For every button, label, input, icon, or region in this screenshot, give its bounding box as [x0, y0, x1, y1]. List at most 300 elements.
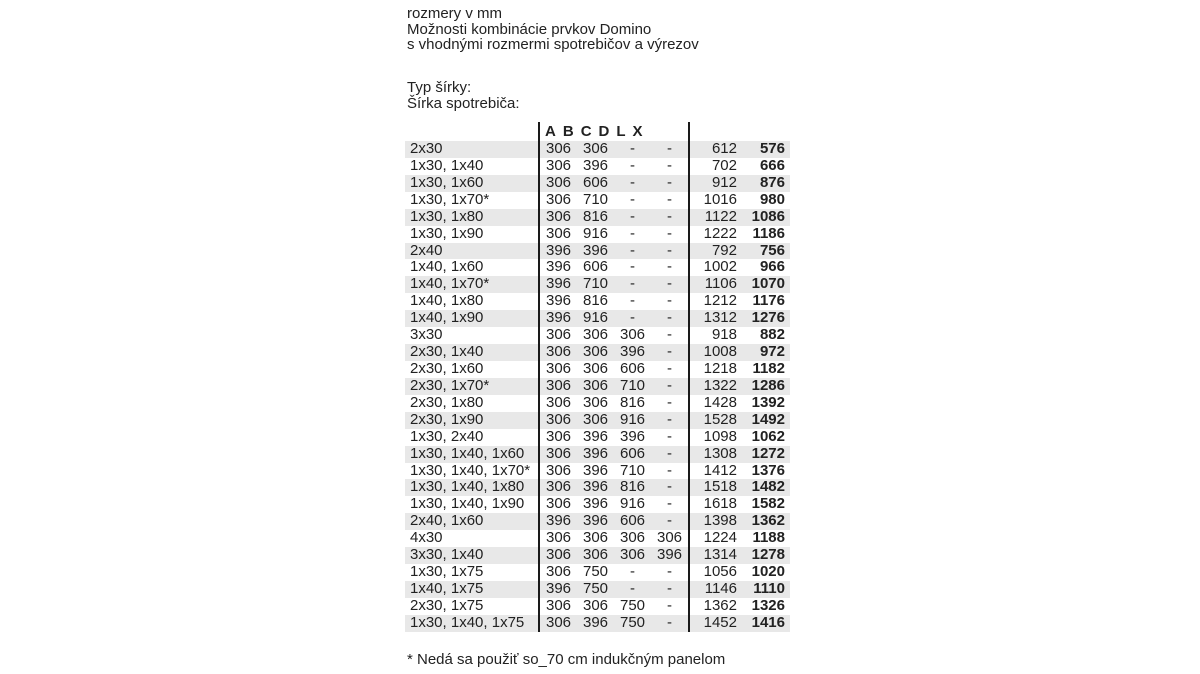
cell-a: 306	[545, 207, 572, 225]
row-values	[538, 395, 688, 412]
cell-d: -	[667, 596, 672, 614]
cell-a: 306	[545, 140, 572, 157]
cell-d: 306	[656, 529, 683, 547]
row-totals	[688, 395, 790, 412]
cell-d: -	[667, 258, 672, 276]
row-label: 1x40, 1x70*	[410, 276, 490, 293]
cell-a: 306	[545, 343, 572, 361]
cell-cutout-width: 1188	[752, 529, 785, 547]
cell-b: 606	[582, 173, 609, 191]
row-totals	[688, 530, 790, 547]
cell-c: 396	[619, 343, 646, 361]
cell-cutout-width: 876	[759, 173, 785, 191]
cell-cutout-width: 1286	[751, 376, 785, 394]
page-title: Možnosti kombinácie prvkov Domino	[407, 20, 652, 38]
cell-c: -	[630, 309, 635, 327]
row-totals	[688, 259, 790, 276]
cell-a: 306	[545, 546, 572, 564]
table-row	[405, 598, 790, 615]
cell-cutout-width: 1086	[751, 207, 785, 225]
cell-cutout-width: 1278	[751, 546, 785, 564]
table-row	[405, 581, 790, 598]
row-label: 1x30, 1x60	[410, 174, 484, 191]
cell-c: -	[630, 241, 635, 259]
cell-b: 306	[582, 343, 609, 361]
cell-a: 306	[545, 596, 572, 614]
cell-cutout-width: 1362	[751, 512, 785, 530]
table-row	[405, 243, 790, 260]
table-row	[405, 463, 790, 480]
cell-c: 916	[619, 410, 646, 428]
cell-b: 816	[582, 207, 609, 225]
cell-a: 306	[545, 529, 572, 547]
cell-total-length: 1314	[703, 546, 737, 564]
row-totals	[688, 412, 790, 429]
cell-c: -	[630, 190, 635, 208]
cell-c: 750	[619, 596, 646, 614]
cell-c: -	[630, 156, 635, 174]
row-totals	[688, 463, 790, 480]
cell-c: 306	[619, 546, 646, 564]
row-label: 2x30, 1x90	[410, 411, 484, 428]
cell-b: 396	[582, 512, 609, 530]
cell-d: -	[667, 156, 672, 174]
cell-b: 750	[582, 579, 609, 597]
column-header-x: X	[632, 122, 643, 140]
cell-b: 306	[582, 359, 609, 377]
table-row	[405, 496, 790, 513]
row-values	[538, 463, 688, 480]
cell-b: 750	[582, 563, 609, 581]
cell-d: 396	[656, 546, 683, 564]
cell-total-length: 1146	[704, 579, 737, 597]
row-totals	[688, 175, 790, 192]
row-totals	[688, 310, 790, 327]
cell-c: 306	[619, 326, 646, 344]
cell-b: 306	[582, 546, 609, 564]
cell-d: -	[667, 241, 672, 259]
table-row	[405, 513, 790, 530]
cell-a: 306	[545, 410, 572, 428]
cell-total-length: 1308	[703, 444, 737, 462]
cell-d: -	[667, 376, 672, 394]
table-row	[405, 226, 790, 243]
cell-cutout-width: 972	[759, 343, 785, 361]
cell-b: 306	[582, 140, 609, 157]
row-values	[538, 615, 688, 632]
cell-cutout-width: 1416	[751, 613, 785, 631]
row-values	[538, 378, 688, 395]
row-values	[538, 158, 688, 175]
row-totals	[688, 192, 790, 209]
row-label: 3x30, 1x40	[410, 547, 484, 564]
row-totals	[688, 547, 790, 564]
cell-cutout-width: 882	[759, 326, 785, 344]
cell-d: -	[667, 292, 672, 310]
table-row	[405, 141, 790, 158]
table-row	[405, 259, 790, 276]
cell-b: 916	[582, 224, 609, 242]
cell-c: 916	[619, 495, 646, 513]
cell-cutout-width: 1070	[751, 275, 785, 293]
row-totals	[688, 327, 790, 344]
cell-a: 306	[545, 461, 572, 479]
row-values	[538, 598, 688, 615]
cell-c: -	[630, 258, 635, 276]
cell-c: -	[630, 207, 635, 225]
table-row	[405, 378, 790, 395]
row-totals	[688, 141, 790, 158]
row-values	[538, 513, 688, 530]
cell-cutout-width: 1020	[751, 563, 785, 581]
header-columns	[538, 122, 688, 141]
cell-total-length: 1428	[703, 393, 737, 411]
row-values	[538, 344, 688, 361]
cell-total-length: 1618	[703, 495, 737, 513]
cell-total-length: 1222	[703, 224, 737, 242]
row-values	[538, 479, 688, 496]
cell-c: -	[630, 140, 635, 157]
cell-d: -	[667, 309, 672, 327]
cell-c: 750	[619, 613, 646, 631]
cell-c: -	[630, 292, 635, 310]
cell-cutout-width: 666	[759, 156, 785, 174]
row-label: 2x40, 1x60	[410, 513, 484, 530]
row-totals	[688, 446, 790, 463]
cell-total-length: 1016	[703, 190, 737, 208]
table-row	[405, 395, 790, 412]
header-right-spacer	[688, 122, 790, 141]
row-label: 1x40, 1x75	[410, 580, 484, 597]
cell-a: 306	[545, 173, 572, 191]
row-values	[538, 310, 688, 327]
row-totals	[688, 598, 790, 615]
row-label: 1x40, 1x90	[410, 310, 484, 327]
cell-d: -	[667, 579, 672, 597]
row-label: 3x30	[410, 327, 443, 344]
row-values	[538, 141, 688, 158]
row-values	[538, 259, 688, 276]
cell-a: 306	[545, 444, 572, 462]
row-totals	[688, 615, 790, 632]
cell-d: -	[667, 461, 672, 479]
row-label: 1x30, 1x40, 1x80	[410, 479, 525, 496]
cell-b: 306	[582, 326, 609, 344]
width-labels	[407, 80, 520, 111]
cell-b: 396	[582, 427, 609, 445]
column-header-c: C	[580, 122, 592, 140]
cell-d: -	[667, 478, 672, 496]
cell-d: -	[667, 140, 672, 157]
cell-c: 710	[619, 461, 646, 479]
row-totals	[688, 344, 790, 361]
column-header-l: L	[616, 122, 626, 140]
cell-b: 816	[582, 292, 609, 310]
row-values	[538, 327, 688, 344]
row-label: 1x30, 1x40, 1x75	[410, 614, 525, 631]
cell-a: 396	[545, 275, 572, 293]
cell-a: 306	[545, 190, 572, 208]
table-row	[405, 192, 790, 209]
cell-a: 396	[545, 241, 572, 259]
row-values	[538, 192, 688, 209]
cell-b: 396	[582, 444, 609, 462]
table-row	[405, 327, 790, 344]
row-label: 1x30, 1x90	[410, 225, 484, 242]
table-row	[405, 446, 790, 463]
row-totals	[688, 209, 790, 226]
cell-a: 396	[545, 309, 572, 327]
cell-b: 916	[582, 309, 609, 327]
row-values	[538, 175, 688, 192]
row-label: 2x40	[410, 242, 443, 259]
row-values	[538, 530, 688, 547]
page-subtitle: s vhodnými rozmermi spotrebičov a výrezov	[407, 36, 699, 53]
cell-a: 306	[545, 393, 572, 411]
cell-b: 396	[582, 478, 609, 496]
table-row	[405, 479, 790, 496]
cell-a: 306	[545, 376, 572, 394]
cell-total-length: 1224	[703, 529, 737, 547]
cell-cutout-width: 576	[759, 140, 785, 157]
row-totals	[688, 158, 790, 175]
row-totals	[688, 429, 790, 446]
row-values	[538, 496, 688, 513]
row-totals	[688, 479, 790, 496]
row-totals	[688, 361, 790, 378]
cell-cutout-width: 1326	[751, 596, 785, 614]
cell-total-length: 1528	[703, 410, 737, 428]
cell-total-length: 1106	[704, 275, 737, 293]
cell-a: 396	[545, 512, 572, 530]
cell-b: 306	[582, 376, 609, 394]
row-label: 1x40, 1x60	[410, 259, 484, 276]
table-row	[405, 175, 790, 192]
row-totals	[688, 496, 790, 513]
cell-d: -	[667, 343, 672, 361]
cell-d: -	[667, 563, 672, 581]
cell-total-length: 1212	[703, 292, 737, 310]
cell-b: 396	[582, 156, 609, 174]
table-row	[405, 615, 790, 632]
row-label: 1x30, 1x40, 1x70*	[410, 462, 531, 479]
cell-c: 606	[619, 444, 646, 462]
cell-total-length: 1412	[703, 461, 737, 479]
cell-b: 396	[582, 461, 609, 479]
row-label: 2x30, 1x60	[410, 360, 484, 377]
cell-d: -	[667, 326, 672, 344]
cell-d: -	[667, 495, 672, 513]
cell-a: 306	[545, 326, 572, 344]
cell-d: -	[667, 224, 672, 242]
table-row	[405, 429, 790, 446]
table-header-row	[405, 122, 790, 141]
cell-d: -	[667, 275, 672, 293]
cell-a: 306	[545, 495, 572, 513]
cell-d: -	[667, 613, 672, 631]
row-label: 1x30, 1x40, 1x90	[410, 496, 525, 513]
cell-total-length: 1452	[703, 613, 737, 631]
column-header-d: D	[598, 122, 610, 140]
cell-a: 306	[545, 478, 572, 496]
cell-cutout-width: 1062	[751, 427, 785, 445]
row-values	[538, 209, 688, 226]
cell-total-length: 1098	[703, 427, 737, 445]
cell-total-length: 1398	[703, 512, 737, 530]
cell-cutout-width: 1376	[751, 461, 785, 479]
appliance-width-label: Šírka spotrebiča:	[407, 94, 520, 112]
row-totals	[688, 293, 790, 310]
cell-a: 306	[545, 613, 572, 631]
cell-cutout-width: 1272	[751, 444, 785, 462]
row-label: 1x30, 1x40, 1x60	[410, 445, 525, 462]
cell-d: -	[667, 393, 672, 411]
cell-total-length: 1056	[703, 563, 737, 581]
dimension-table	[405, 122, 790, 632]
cell-total-length: 1518	[703, 478, 737, 496]
row-label: 1x30, 1x40	[410, 157, 484, 174]
table-row	[405, 412, 790, 429]
row-values	[538, 446, 688, 463]
cell-c: 396	[619, 427, 646, 445]
row-totals	[688, 513, 790, 530]
cell-a: 306	[545, 427, 572, 445]
row-values	[538, 276, 688, 293]
row-values	[538, 547, 688, 564]
cell-a: 396	[545, 258, 572, 276]
cell-a: 306	[545, 156, 572, 174]
cell-total-length: 702	[711, 156, 737, 174]
cell-a: 306	[545, 563, 572, 581]
cell-c: 606	[619, 512, 646, 530]
row-label: 1x30, 1x70*	[410, 191, 490, 208]
row-values	[538, 243, 688, 260]
cell-total-length: 912	[711, 173, 737, 191]
row-totals	[688, 581, 790, 598]
cell-total-length: 918	[711, 326, 737, 344]
cell-total-length: 1002	[703, 258, 737, 276]
cell-d: -	[667, 190, 672, 208]
cell-cutout-width: 966	[759, 258, 785, 276]
cell-d: -	[667, 359, 672, 377]
table-row	[405, 530, 790, 547]
cell-total-length: 1008	[703, 343, 737, 361]
cell-cutout-width: 1492	[751, 410, 785, 428]
row-totals	[688, 276, 790, 293]
cell-total-length: 1218	[703, 359, 737, 377]
row-totals	[688, 226, 790, 243]
row-label: 2x30, 1x80	[410, 394, 484, 411]
row-values	[538, 361, 688, 378]
cell-b: 396	[582, 241, 609, 259]
cell-b: 710	[582, 275, 609, 293]
table-row	[405, 209, 790, 226]
cell-c: -	[630, 579, 635, 597]
cell-a: 396	[545, 292, 572, 310]
table-row	[405, 158, 790, 175]
cell-cutout-width: 1186	[752, 224, 785, 242]
row-label: 1x30, 1x80	[410, 208, 484, 225]
cell-a: 306	[545, 359, 572, 377]
cell-d: -	[667, 512, 672, 530]
row-values	[538, 293, 688, 310]
cell-d: -	[667, 410, 672, 428]
footnote: * Nedá sa použiť so_70 cm indukčným panelom	[407, 651, 726, 668]
cell-b: 306	[582, 410, 609, 428]
cell-cutout-width: 1392	[751, 393, 785, 411]
cell-cutout-width: 756	[759, 241, 785, 259]
cell-b: 710	[582, 190, 609, 208]
row-label: 1x30, 1x75	[410, 564, 484, 581]
row-totals	[688, 564, 790, 581]
row-totals	[688, 378, 790, 395]
table-row	[405, 547, 790, 564]
cell-b: 306	[582, 529, 609, 547]
table-row	[405, 276, 790, 293]
row-label: 2x30, 1x75	[410, 597, 484, 614]
cell-b: 606	[582, 258, 609, 276]
table-row	[405, 293, 790, 310]
cell-c: 816	[619, 393, 646, 411]
row-values	[538, 429, 688, 446]
width-type-label: Typ šírky:	[407, 79, 472, 96]
row-values	[538, 564, 688, 581]
cell-cutout-width: 1182	[752, 359, 785, 377]
row-totals	[688, 243, 790, 260]
row-values	[538, 412, 688, 429]
cell-total-length: 612	[711, 140, 737, 157]
column-header-a: A	[545, 122, 556, 140]
cell-d: -	[667, 207, 672, 225]
cell-total-length: 1322	[703, 376, 737, 394]
row-values	[538, 581, 688, 598]
table-row	[405, 564, 790, 581]
cell-c: 606	[619, 359, 646, 377]
row-label: 2x30, 1x40	[410, 344, 484, 361]
cell-cutout-width: 1482	[751, 478, 785, 496]
row-label: 2x30	[410, 141, 443, 157]
cell-b: 306	[582, 393, 609, 411]
row-label: 1x40, 1x80	[410, 293, 484, 310]
cell-cutout-width: 1582	[751, 495, 785, 513]
cell-a: 306	[545, 224, 572, 242]
cell-b: 396	[582, 495, 609, 513]
cell-d: -	[667, 444, 672, 462]
cell-b: 306	[582, 596, 609, 614]
intro-text	[407, 6, 699, 53]
cell-c: -	[630, 275, 635, 293]
cell-c: -	[630, 224, 635, 242]
cell-c: 306	[619, 529, 646, 547]
cell-cutout-width: 1110	[753, 579, 785, 597]
cell-d: -	[667, 427, 672, 445]
table-row	[405, 310, 790, 327]
cell-cutout-width: 1276	[751, 309, 785, 327]
cell-total-length: 1122	[704, 207, 737, 225]
cell-total-length: 1362	[703, 596, 737, 614]
cell-cutout-width: 980	[759, 190, 785, 208]
table-row	[405, 344, 790, 361]
cell-total-length: 1312	[703, 309, 737, 327]
units-note: rozmery v mm	[407, 5, 502, 22]
row-values	[538, 226, 688, 243]
cell-d: -	[667, 173, 672, 191]
cell-c: -	[630, 173, 635, 191]
row-label: 2x30, 1x70*	[410, 377, 490, 394]
row-label: 1x30, 2x40	[410, 428, 484, 445]
row-label: 4x30	[410, 530, 443, 547]
cell-b: 396	[582, 613, 609, 631]
